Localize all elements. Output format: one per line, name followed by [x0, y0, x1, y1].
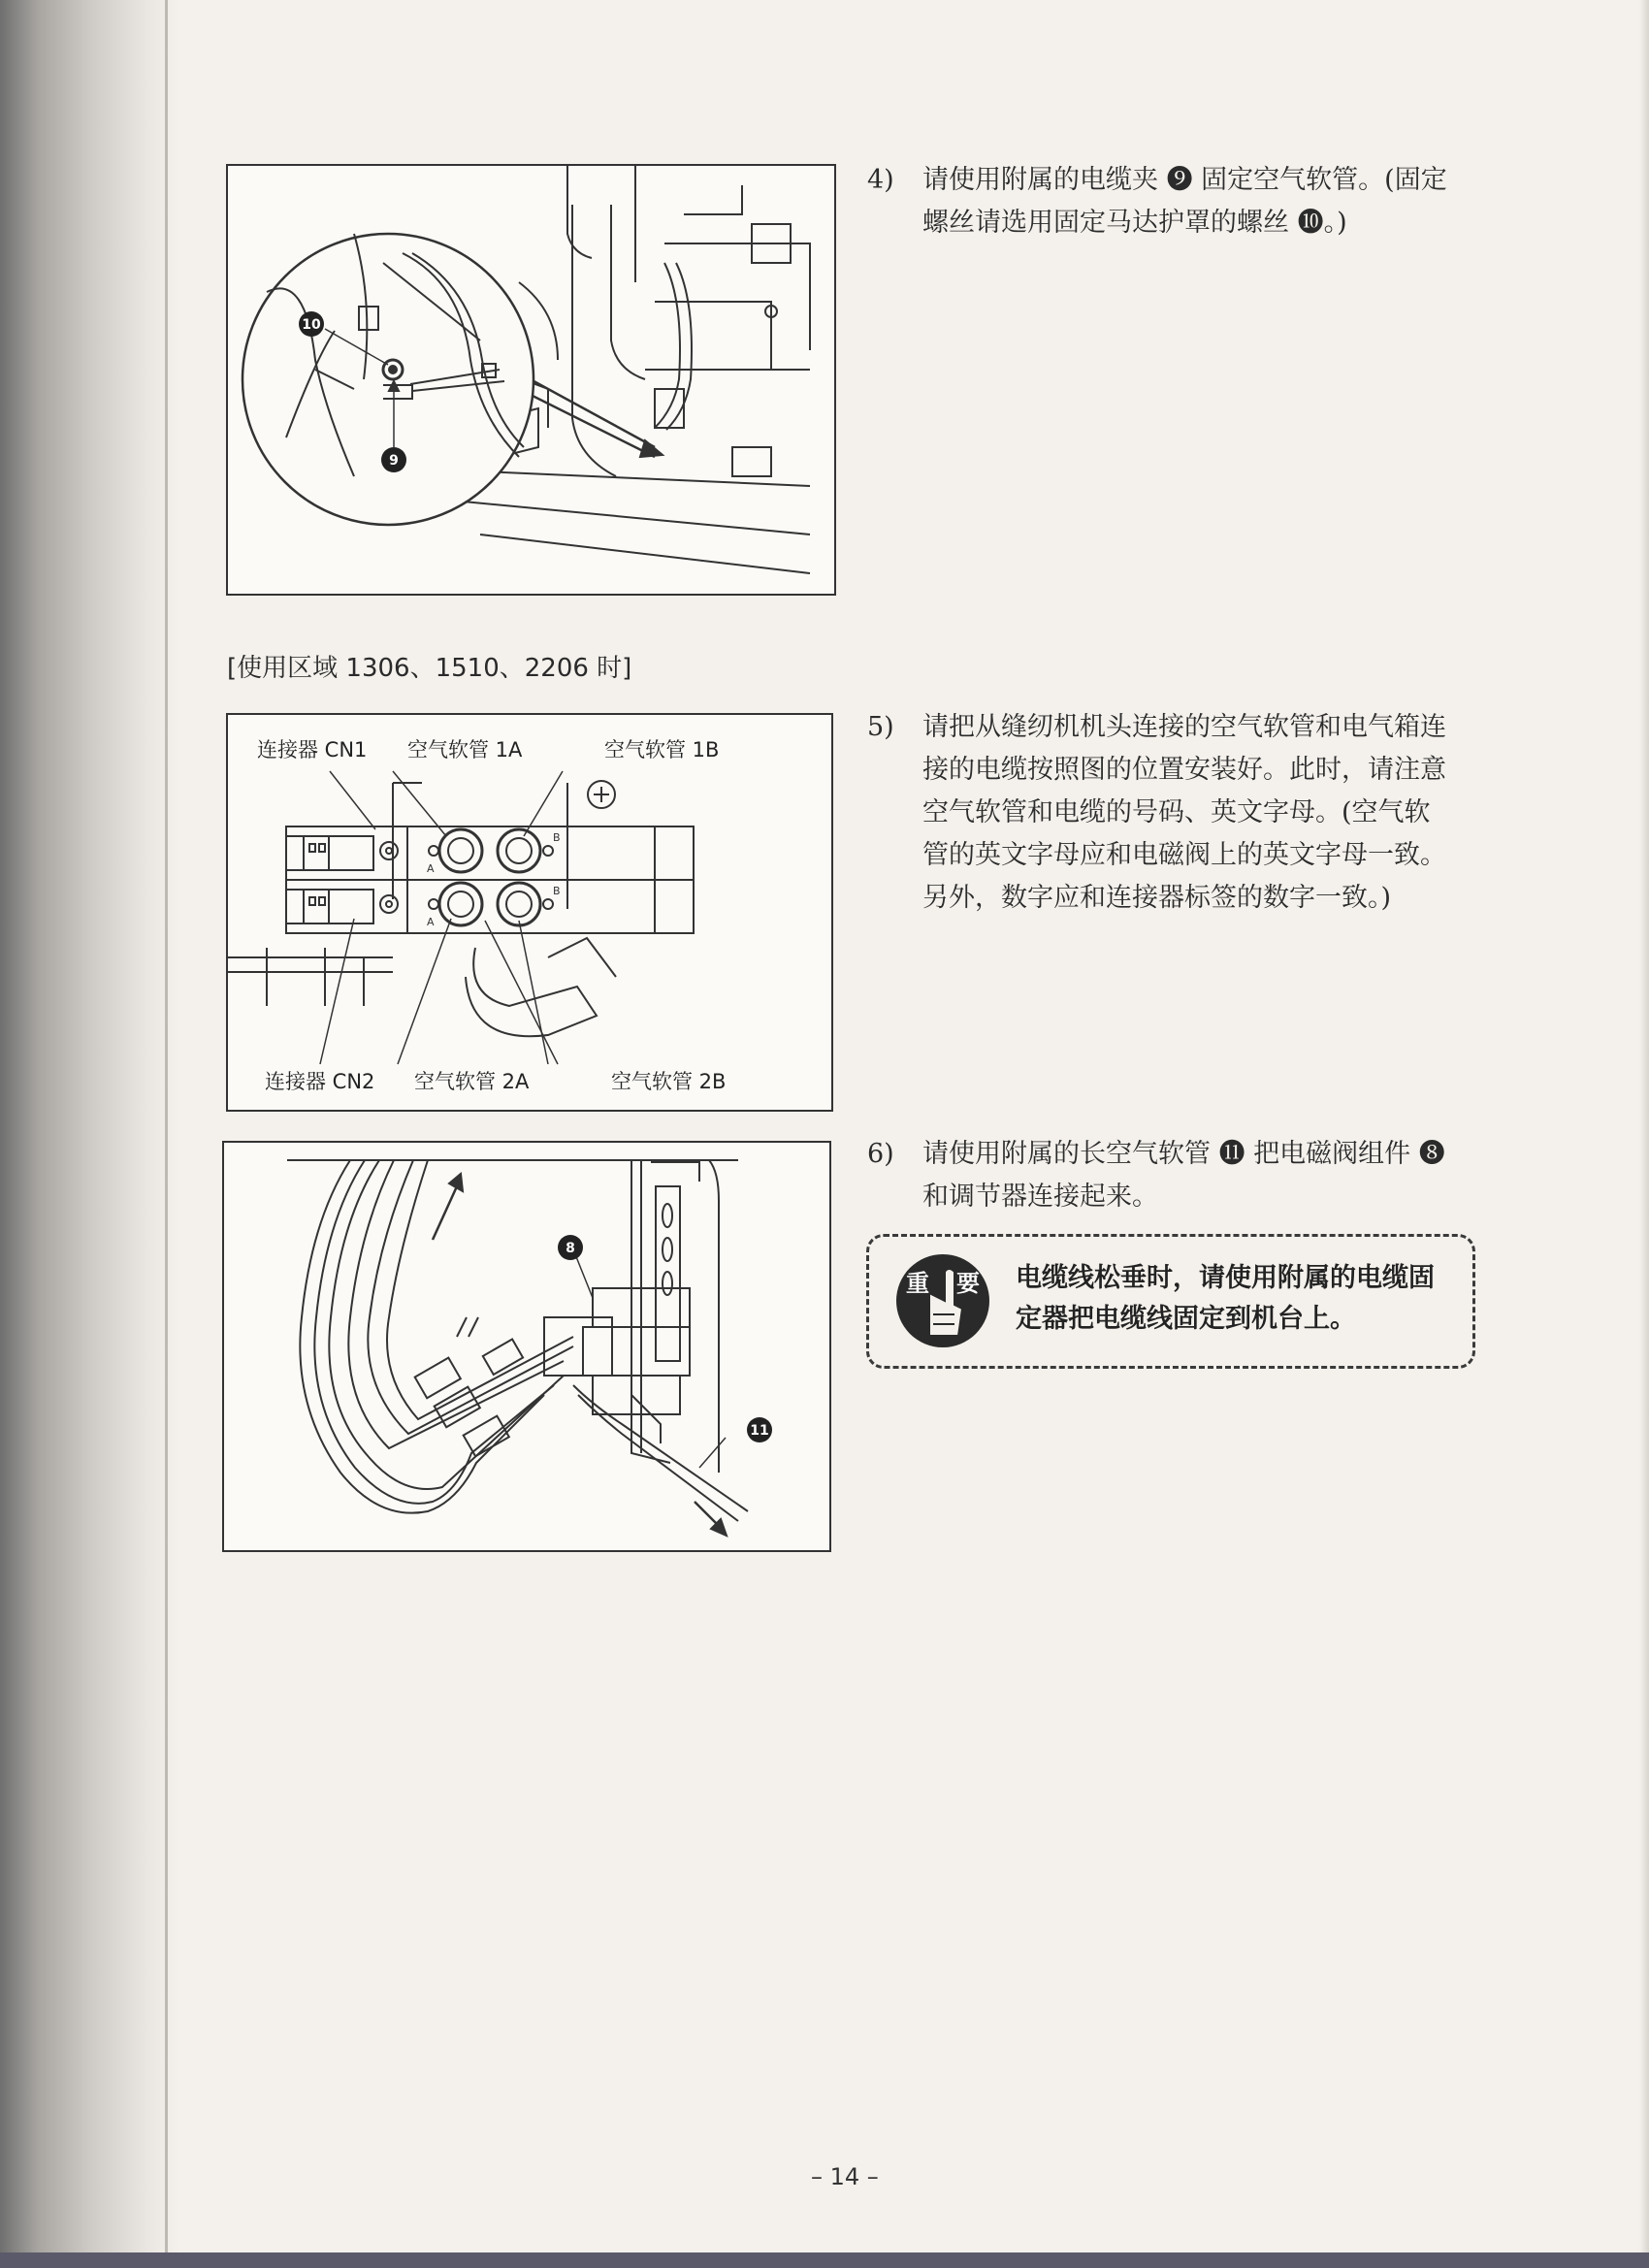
page-edge-line	[165, 0, 168, 2268]
step-line: 请把从缝纫机机头连接的空气软管和电气箱连	[922, 712, 1446, 742]
figure-cable-clamp	[226, 164, 836, 596]
page-number: – 14 –	[811, 2163, 879, 2190]
important-badge-right: 要	[956, 1270, 980, 1297]
step-line: 请使用附属的长空气软管 ⓫ 把电磁阀组件 ❽	[922, 1139, 1445, 1169]
step-line: 请使用附属的电缆夹 ❾ 固定空气软管。(固定	[922, 165, 1447, 195]
step-line: 和调节器连接起来。	[922, 1182, 1158, 1212]
important-hand-icon	[894, 1247, 991, 1355]
important-note-box	[866, 1234, 1475, 1369]
label-air-hose-2a: 空气软管 2A	[414, 1070, 530, 1093]
svg-text:A: A	[427, 862, 435, 875]
step-number: 5)	[867, 712, 894, 742]
step-line: 螺丝请选用固定马达护罩的螺丝 ❿。)	[922, 208, 1347, 238]
figure-hose-drawing	[224, 1143, 829, 1550]
figure-cable-clamp-drawing	[228, 166, 834, 594]
step-line: 另外，数字应和连接器标签的数字一致。)	[922, 883, 1392, 913]
svg-text:B: B	[553, 831, 561, 844]
step-number: 4)	[867, 165, 894, 195]
callout-8: 8	[566, 1241, 575, 1256]
step-6	[867, 1133, 1488, 1220]
label-connector-cn1: 连接器 CN1	[257, 738, 368, 761]
important-line: 定器把电缆线固定到机台上。	[1016, 1304, 1356, 1334]
book-spine-shadow	[0, 0, 179, 2268]
figure-long-air-hose	[222, 1141, 831, 1552]
region-section-label: [使用区域 1306、1510、2206 时]	[227, 654, 632, 683]
svg-text:A: A	[427, 916, 435, 928]
svg-text:B: B	[553, 885, 561, 897]
right-page-edge	[1639, 0, 1649, 2268]
callout-10: 10	[302, 317, 321, 333]
step-5	[867, 706, 1488, 920]
figure-valve-connections	[226, 713, 833, 1112]
step-4	[867, 159, 1488, 246]
label-air-hose-1a: 空气软管 1A	[407, 738, 523, 761]
important-line: 电缆线松垂时，请使用附属的电缆固	[1016, 1263, 1435, 1293]
label-air-hose-2b: 空气软管 2B	[611, 1070, 727, 1093]
step-line: 空气软管和电缆的号码、英文字母。(空气软	[922, 797, 1431, 827]
label-air-hose-1b: 空气软管 1B	[604, 738, 720, 761]
callout-9: 9	[389, 453, 399, 469]
figure-valve-drawing	[228, 715, 831, 1110]
step-number: 6)	[867, 1139, 894, 1169]
important-badge-left: 重	[906, 1270, 929, 1297]
label-connector-cn2: 连接器 CN2	[265, 1070, 375, 1093]
step-line: 接的电缆按照图的位置安装好。此时，请注意	[922, 755, 1446, 785]
scan-bottom-band	[0, 2252, 1649, 2268]
step-line: 管的英文字母应和电磁阀上的英文字母一致。	[922, 840, 1446, 870]
callout-11: 11	[750, 1423, 769, 1439]
